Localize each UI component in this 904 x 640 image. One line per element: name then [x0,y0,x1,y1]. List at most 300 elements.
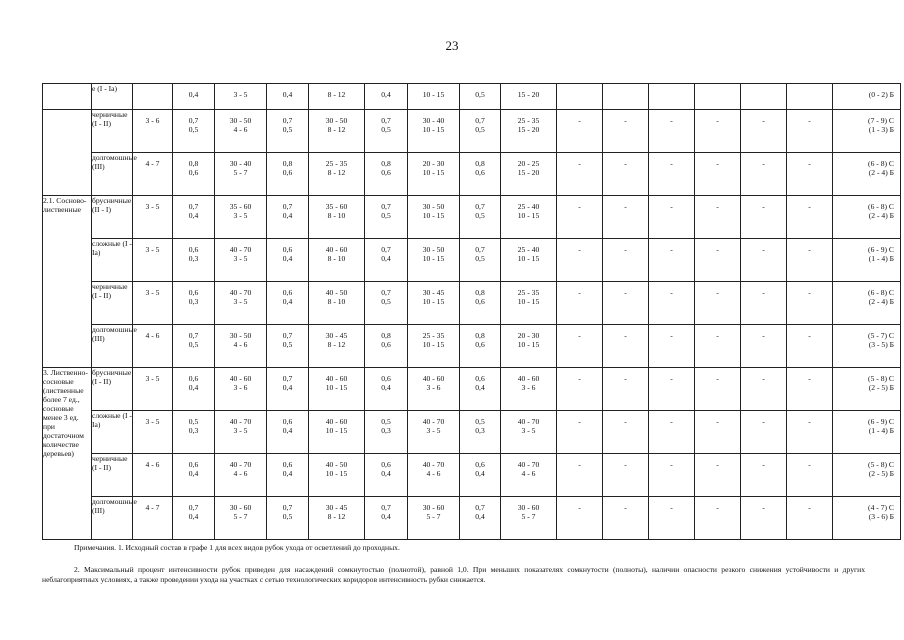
dash-cell: - [603,368,649,411]
result-value: (2 - 4) Б [868,211,894,220]
group-cell [43,110,92,196]
cell-value: 10 - 15 [517,211,540,220]
cell-value: 0,5 [282,340,293,349]
cell-value: 0,7 [475,503,485,512]
dash-cell: - [695,196,741,239]
cell-value: 0,5 [188,125,199,134]
dash-cell: - [649,196,695,239]
cell-value: 5 - 7 [233,168,248,177]
cell-value: 25 - 35 [325,159,348,168]
result-cell [833,411,901,454]
forest-type-cell: долгомошные (III) [92,153,133,196]
cell-value: 20 - 30 [517,331,540,340]
dash-cell: - [787,153,833,196]
result-cell [833,84,901,110]
cell-value: 4 - 6 [521,469,536,478]
dash-cell: - [557,282,603,325]
cell-value: 0,6 [188,168,199,177]
value-cell [501,368,557,411]
cell-value: 15 - 20 [517,125,540,134]
value-cell [408,368,460,411]
cell-value: 10 - 15 [517,254,540,263]
cell-value: 0,5 [381,417,391,426]
dash-cell: - [787,411,833,454]
cell-value: 0,4 [282,211,293,220]
age-cell: 3 - 5 [133,411,173,454]
value-cell [365,368,408,411]
dash-cell: - [695,454,741,497]
value-cell [267,454,309,497]
cell-value: 0,6 [282,417,293,426]
value-cell [365,84,408,110]
cell-value: 20 - 25 [517,159,540,168]
dash-cell: - [557,411,603,454]
dash-cell: - [557,110,603,153]
value-cell [309,196,365,239]
cell-value: 0,6 [188,460,199,469]
dash-cell: - [695,368,741,411]
cell-value: 30 - 60 [517,503,540,512]
dash-cell: - [557,454,603,497]
value-cell [365,497,408,540]
value-cell [365,110,408,153]
cell-value: 8 - 10 [327,254,346,263]
cell-value: 0,6 [475,340,485,349]
dash-cell: - [603,497,649,540]
cell-value: 25 - 40 [517,245,540,254]
cell-value: 0,4 [282,383,293,392]
cell-value: 0,4 [381,469,391,478]
cell-value: 0,5 [475,90,485,99]
value-cell [173,325,215,368]
dash-cell: - [741,110,787,153]
result-cell [833,196,901,239]
cell-value: 10 - 15 [422,168,445,177]
dash-cell: - [741,239,787,282]
cell-value: 4 - 6 [233,340,248,349]
cell-value: 10 - 15 [422,211,445,220]
cell-value: 40 - 60 [325,245,348,254]
value-cell [215,196,267,239]
cell-value: 0,7 [282,331,293,340]
cell-value: 3 - 5 [233,90,248,99]
dash-cell: - [557,196,603,239]
cell-value: 8 - 10 [327,297,346,306]
result-cell [833,282,901,325]
dash-cell: - [603,239,649,282]
thinning-intensity-table [42,83,901,540]
value-cell [215,368,267,411]
value-cell [501,325,557,368]
value-cell [173,497,215,540]
dash-cell: - [787,282,833,325]
result-value: (3 - 6) Б [868,512,894,521]
cell-value: 3 - 5 [233,211,248,220]
value-cell [267,497,309,540]
value-cell [267,282,309,325]
result-cell [833,454,901,497]
forest-type-cell: долгомошные (III) [92,325,133,368]
dash-cell: - [649,325,695,368]
dash-cell [787,84,833,110]
cell-value: 30 - 60 [229,503,252,512]
cell-value: 25 - 35 [517,116,540,125]
cell-value: 0,3 [188,297,199,306]
cell-value: 0,4 [381,254,391,263]
value-cell [365,196,408,239]
result-value: (6 - 9) С [868,417,894,426]
forest-type-cell: черничные (I - II) [92,110,133,153]
dash-cell: - [649,282,695,325]
cell-value: 0,6 [475,374,485,383]
page-number: 23 [445,38,459,53]
value-cell [267,411,309,454]
dash-cell: - [741,454,787,497]
cell-value: 40 - 70 [229,288,252,297]
forest-type-cell: е (I - Ia) [92,84,133,110]
cell-value: 4 - 6 [233,125,248,134]
cell-value: 0,6 [188,288,199,297]
cell-value: 0,7 [381,202,391,211]
cell-value: 8 - 12 [327,512,346,521]
cell-value: 0,6 [282,288,293,297]
cell-value: 0,6 [282,460,293,469]
result-cell [833,110,901,153]
cell-value: 0,7 [188,503,199,512]
dash-cell: - [787,239,833,282]
value-cell [173,110,215,153]
table-row [43,325,901,368]
cell-value: 10 - 15 [422,254,445,263]
cell-value: 4 - 6 [233,469,248,478]
cell-value: 40 - 70 [422,417,445,426]
cell-value: 0,5 [188,340,199,349]
result-value: (5 - 7) С [868,331,894,340]
dash-cell: - [695,153,741,196]
cell-value: 0,5 [381,125,391,134]
cell-value: 0,3 [188,426,199,435]
cell-value: 0,4 [475,469,485,478]
result-value: (6 - 8) С [868,159,894,168]
cell-value: 0,8 [188,159,199,168]
cell-value: 0,6 [475,460,485,469]
dash-cell: - [603,282,649,325]
group-cell [43,84,92,110]
value-cell [501,239,557,282]
value-cell [215,84,267,110]
dash-cell: - [603,110,649,153]
forest-type-cell: брусничные (I - II) [92,368,133,411]
cell-value: 35 - 60 [229,202,252,211]
value-cell [501,84,557,110]
value-cell [460,239,501,282]
cell-value: 30 - 50 [229,331,252,340]
cell-value: 40 - 50 [325,460,348,469]
result-cell [833,368,901,411]
value-cell [408,411,460,454]
dash-cell: - [695,110,741,153]
result-value: (2 - 5) Б [868,469,894,478]
cell-value: 0,4 [282,90,293,99]
cell-value: 30 - 50 [422,202,445,211]
dash-cell: - [603,411,649,454]
value-cell [267,110,309,153]
cell-value: 8 - 12 [327,340,346,349]
cell-value: 10 - 15 [422,125,445,134]
cell-value: 0,3 [475,426,485,435]
value-cell [215,325,267,368]
note-2: 2. Максимальный процент интенсивности рубок приведен для насаждений сомкнутостью (полнотой), равной 1,0. При меньших показателях сомкнутости (полноты), наличии опасности резкого снижения устойчивости и других неблагоприятных условиях, а также проведении ухода на участках с сетью технологических коридоров интенсивность рубки снижается. [42,565,865,584]
dash-cell: - [649,411,695,454]
cell-value: 0,5 [188,417,199,426]
cell-value: 0,7 [188,331,199,340]
cell-value: 0,7 [188,116,199,125]
table-row [43,110,901,153]
cell-value: 15 - 20 [517,168,540,177]
result-value: (2 - 5) Б [868,383,894,392]
value-cell [408,196,460,239]
result-value: (1 - 4) Б [868,426,894,435]
value-cell [215,497,267,540]
dash-cell: - [741,325,787,368]
table-row [43,84,901,110]
value-cell [173,454,215,497]
value-cell [365,454,408,497]
cell-value: 40 - 60 [325,374,348,383]
value-cell [309,153,365,196]
cell-value: 3 - 5 [521,426,536,435]
value-cell [460,497,501,540]
value-cell [501,282,557,325]
table-row [43,454,901,497]
value-cell [173,196,215,239]
cell-value: 40 - 70 [229,460,252,469]
dash-cell: - [741,497,787,540]
value-cell [408,282,460,325]
value-cell [365,325,408,368]
dash-cell [649,84,695,110]
result-value: (6 - 8) С [868,202,894,211]
cell-value: 0,7 [282,116,293,125]
table-row [43,368,901,411]
dash-cell: - [649,454,695,497]
cell-value: 0,5 [475,254,485,263]
value-cell [460,411,501,454]
cell-value: 3 - 5 [233,254,248,263]
cell-value: 0,6 [475,297,485,306]
cell-value: 0,3 [188,254,199,263]
cell-value: 0,7 [475,116,485,125]
result-value: (2 - 4) Б [868,168,894,177]
forest-type-cell: долгомошные (III) [92,497,133,540]
cell-value: 0,8 [475,288,485,297]
cell-value: 10 - 15 [325,469,348,478]
dash-cell [695,84,741,110]
value-cell [501,411,557,454]
dash-cell: - [787,196,833,239]
result-cell [833,497,901,540]
dash-cell: - [741,411,787,454]
cell-value: 0,4 [188,383,199,392]
cell-value: 0,5 [475,211,485,220]
cell-value: 40 - 60 [325,417,348,426]
cell-value: 0,7 [282,202,293,211]
cell-value: 10 - 15 [422,90,445,99]
cell-value: 30 - 50 [325,116,348,125]
dash-cell: - [557,153,603,196]
value-cell [501,454,557,497]
cell-value: 10 - 15 [517,297,540,306]
value-cell [215,282,267,325]
age-cell: 3 - 5 [133,368,173,411]
dash-cell: - [741,368,787,411]
value-cell [215,110,267,153]
cell-value: 5 - 7 [426,512,441,521]
cell-value: 0,6 [475,168,485,177]
cell-value: 0,6 [188,245,199,254]
value-cell [267,239,309,282]
value-cell [408,84,460,110]
dash-cell [741,84,787,110]
dash-cell: - [649,497,695,540]
value-cell [173,84,215,110]
cell-value: 40 - 50 [325,288,348,297]
dash-cell: - [603,325,649,368]
value-cell [173,368,215,411]
group-cell: 3. Лиственно-сосновые (лиственные более 7 ед., сосновые менее 3 ед. при достаточном количестве деревьев) [43,368,92,540]
note-1: Примечания. 1. Исходный состав в графе 1 для всех видов рубок ухода от осветлений до проходных. [74,543,400,552]
age-cell: 3 - 6 [133,110,173,153]
cell-value: 10 - 15 [325,426,348,435]
cell-value: 0,6 [381,460,391,469]
cell-value: 5 - 7 [233,512,248,521]
cell-value: 25 - 40 [517,202,540,211]
value-cell [173,411,215,454]
cell-value: 0,6 [282,168,293,177]
dash-cell: - [695,325,741,368]
result-value: (4 - 7) С [868,503,894,512]
value-cell [365,239,408,282]
cell-value: 8 - 10 [327,211,346,220]
cell-value: 0,4 [282,254,293,263]
value-cell [267,368,309,411]
value-cell [309,454,365,497]
cell-value: 0,8 [475,159,485,168]
dash-cell [557,84,603,110]
cell-value: 0,6 [381,374,391,383]
dash-cell: - [695,239,741,282]
cell-value: 40 - 70 [422,460,445,469]
value-cell [460,196,501,239]
value-cell [460,153,501,196]
cell-value: 0,4 [188,512,199,521]
dash-cell: - [557,239,603,282]
cell-value: 0,8 [381,159,391,168]
age-cell [133,84,173,110]
dash-cell: - [649,368,695,411]
cell-value: 0,6 [282,245,293,254]
value-cell [173,282,215,325]
dash-cell: - [695,411,741,454]
cell-value: 3 - 6 [233,383,248,392]
value-cell [309,84,365,110]
cell-value: 0,5 [475,125,485,134]
cell-value: 0,4 [381,383,391,392]
value-cell [501,497,557,540]
cell-value: 0,4 [282,469,293,478]
cell-value: 0,7 [475,245,485,254]
cell-value: 0,4 [188,211,199,220]
value-cell [501,196,557,239]
value-cell [365,282,408,325]
value-cell [460,282,501,325]
dash-cell: - [787,497,833,540]
cell-value: 40 - 60 [517,374,540,383]
cell-value: 30 - 45 [422,288,445,297]
value-cell [408,497,460,540]
value-cell [309,325,365,368]
cell-value: 10 - 15 [325,383,348,392]
forest-type-cell: брусничные (II - I) [92,196,133,239]
cell-value: 30 - 50 [422,245,445,254]
dash-cell: - [649,110,695,153]
dash-cell: - [787,454,833,497]
dash-cell: - [557,325,603,368]
cell-value: 0,5 [282,512,293,521]
cell-value: 0,7 [381,503,391,512]
cell-value: 0,5 [381,211,391,220]
cell-value: 40 - 70 [229,245,252,254]
value-cell [460,84,501,110]
result-value: (2 - 4) Б [868,297,894,306]
cell-value: 3 - 5 [233,297,248,306]
forest-type-cell: сложные (I - Ia) [92,411,133,454]
value-cell [309,110,365,153]
dash-cell: - [603,454,649,497]
cell-value: 4 - 6 [426,469,441,478]
result-cell [833,239,901,282]
dash-cell: - [741,153,787,196]
dash-cell: - [787,110,833,153]
value-cell [309,497,365,540]
result-cell [833,325,901,368]
cell-value: 40 - 70 [517,460,540,469]
forest-type-cell: сложные (I - Ia) [92,239,133,282]
value-cell [501,153,557,196]
table-row [43,497,901,540]
dash-cell: - [695,282,741,325]
value-cell [267,153,309,196]
cell-value: 8 - 12 [327,168,346,177]
forest-type-cell: черничные (I - II) [92,454,133,497]
cell-value: 0,5 [475,417,485,426]
value-cell [215,239,267,282]
cell-value: 0,8 [475,331,485,340]
dash-cell: - [695,497,741,540]
cell-value: 30 - 45 [325,331,348,340]
table-row [43,239,901,282]
cell-value: 0,7 [282,374,293,383]
result-value: (7 - 9) С [868,116,894,125]
value-cell [267,325,309,368]
cell-value: 0,7 [188,202,199,211]
cell-value: 0,8 [282,159,293,168]
dash-cell: - [649,239,695,282]
cell-value: 30 - 40 [422,116,445,125]
cell-value: 3 - 6 [426,383,441,392]
value-cell [309,368,365,411]
cell-value: 0,5 [381,297,391,306]
